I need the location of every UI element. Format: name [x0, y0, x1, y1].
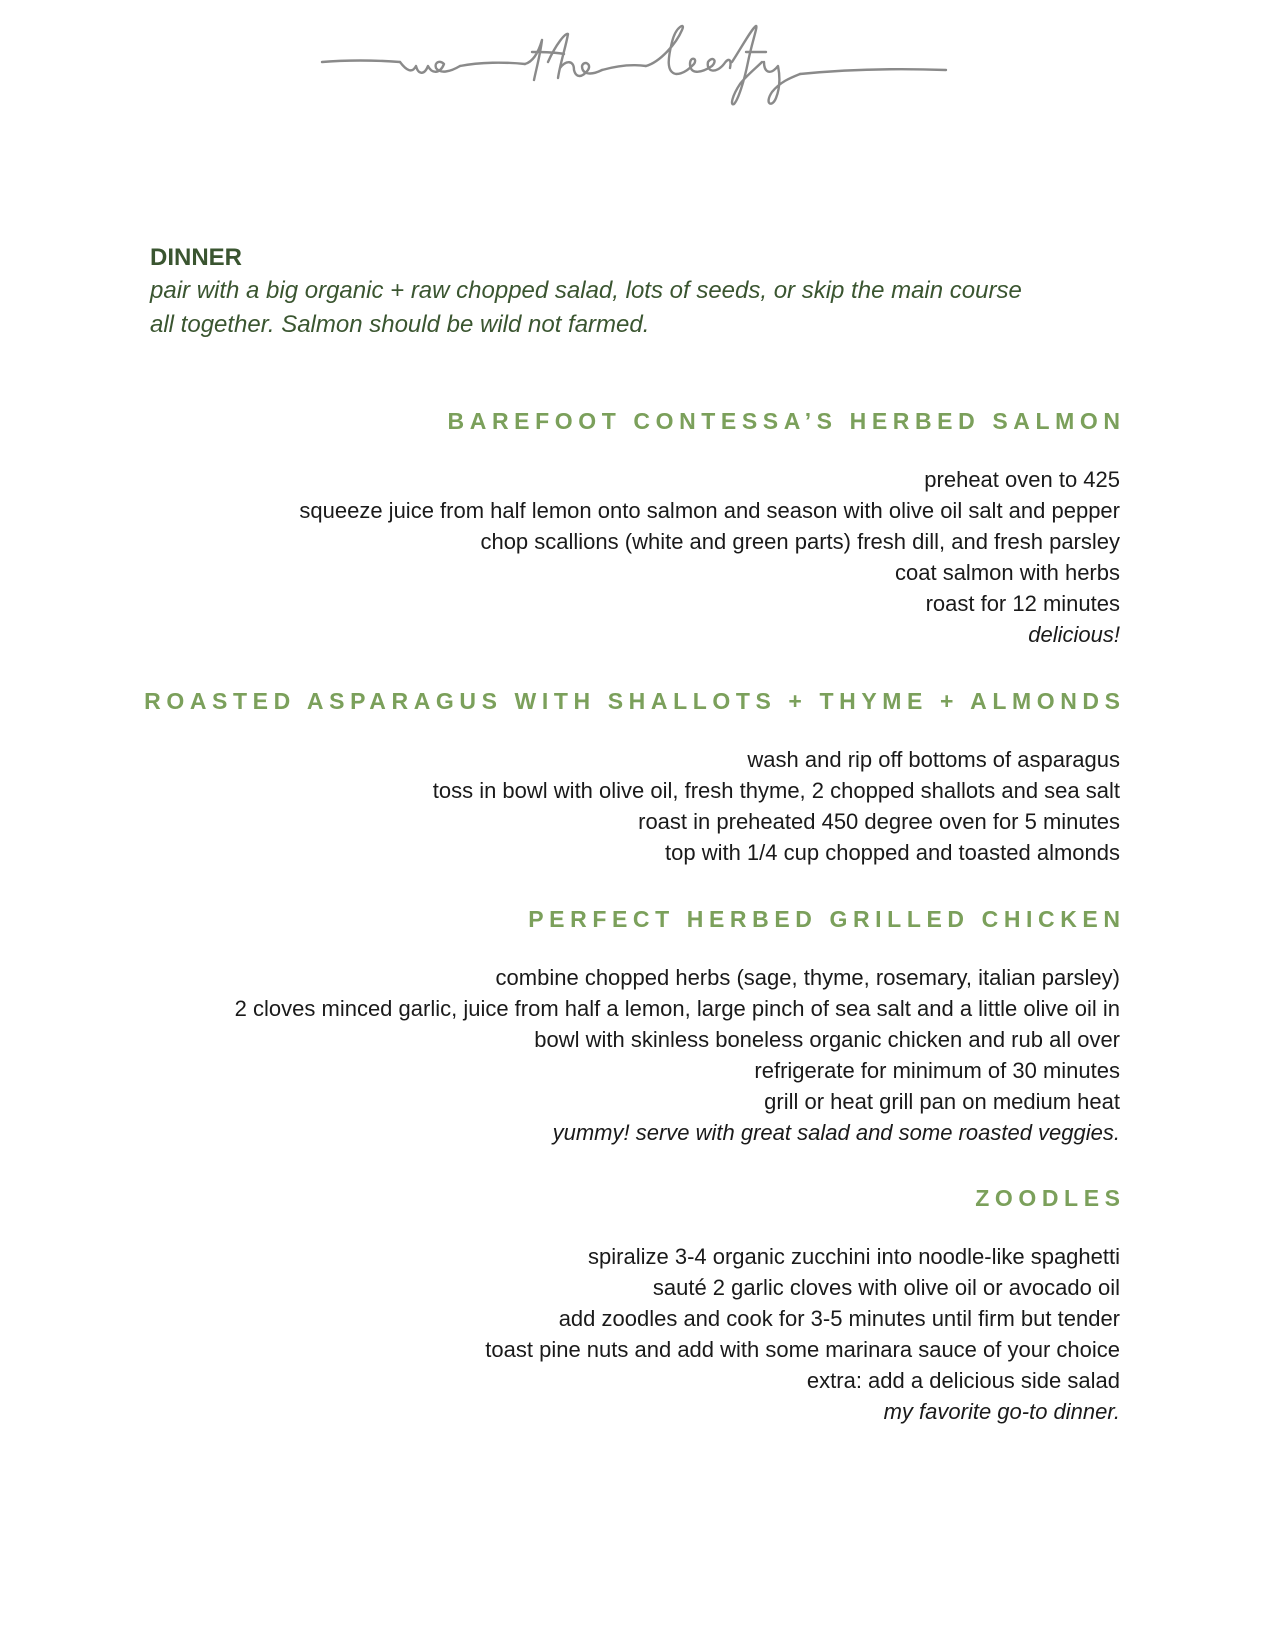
recipe-step: toss in bowl with olive oil, fresh thyme, 2 chopped shallots and sea salt	[432, 778, 1120, 803]
recipe-step: extra: add a delicious side salad	[806, 1368, 1120, 1393]
recipe-step: 2 cloves minced garlic, juice from half a lemon, large pinch of sea salt and a little olive oil in	[234, 996, 1120, 1021]
intro-section	[150, 242, 1140, 342]
recipe-title: PERFECT HERBED GRILLED CHICKEN	[528, 906, 1126, 932]
recipe-step: bowl with skinless boneless organic chicken and rub all over	[534, 1027, 1120, 1052]
recipe-steps	[144, 744, 1120, 868]
recipe-step: top with 1/4 cup chopped and toasted almonds	[665, 840, 1120, 865]
recipe-step: toast pine nuts and add with some marinara sauce of your choice	[485, 1337, 1120, 1362]
recipe-step: wash and rip off bottoms of asparagus	[747, 747, 1120, 772]
recipe-grilled-chicken	[234, 904, 1126, 1148]
recipe-steps	[299, 464, 1120, 650]
recipe-steps	[485, 1241, 1120, 1427]
recipe-closing-note: yummy! serve with great salad and some roasted veggies.	[552, 1120, 1120, 1145]
recipe-step: spiralize 3-4 organic zucchini into noodle-like spaghetti	[588, 1244, 1120, 1269]
recipe-step: add zoodles and cook for 3-5 minutes until firm but tender	[558, 1306, 1120, 1331]
brand-logo	[320, 22, 950, 112]
recipe-title: ROASTED ASPARAGUS WITH SHALLOTS + THYME + ALMONDS	[144, 688, 1126, 714]
recipe-step: grill or heat grill pan on medium heat	[764, 1089, 1120, 1114]
recipe-herbed-salmon	[299, 406, 1126, 650]
logo-script-drawing	[320, 22, 950, 112]
recipe-closing-note: my favorite go-to dinner.	[883, 1399, 1120, 1424]
recipe-step: chop scallions (white and green parts) fresh dill, and fresh parsley	[480, 529, 1120, 554]
recipe-step: combine chopped herbs (sage, thyme, rosemary, italian parsley)	[495, 965, 1120, 990]
recipe-step: sauté 2 garlic cloves with olive oil or avocado oil	[652, 1275, 1120, 1300]
recipe-title: BAREFOOT CONTESSA’S HERBED SALMON	[447, 408, 1126, 434]
section-heading: DINNER	[150, 244, 243, 271]
recipe-zoodles	[485, 1183, 1126, 1427]
recipe-step: roast in preheated 450 degree oven for 5 minutes	[638, 809, 1120, 834]
recipe-step: squeeze juice from half lemon onto salmon and season with olive oil salt and pepper	[299, 498, 1120, 523]
recipe-step: roast for 12 minutes	[925, 591, 1120, 616]
intro-note: pair with a big organic + raw chopped salad, lots of seeds, or skip the main course all together. Salmon should be wild not farmed.	[150, 277, 1022, 338]
recipe-roasted-asparagus	[144, 686, 1126, 868]
recipe-step: preheat oven to 425	[924, 467, 1120, 492]
recipe-steps	[235, 962, 1120, 1148]
recipe-step: refrigerate for minimum of 30 minutes	[754, 1058, 1120, 1083]
recipe-title: ZOODLES	[975, 1185, 1126, 1211]
recipe-closing-note: delicious!	[1028, 622, 1120, 647]
recipe-step: coat salmon with herbs	[895, 560, 1120, 585]
